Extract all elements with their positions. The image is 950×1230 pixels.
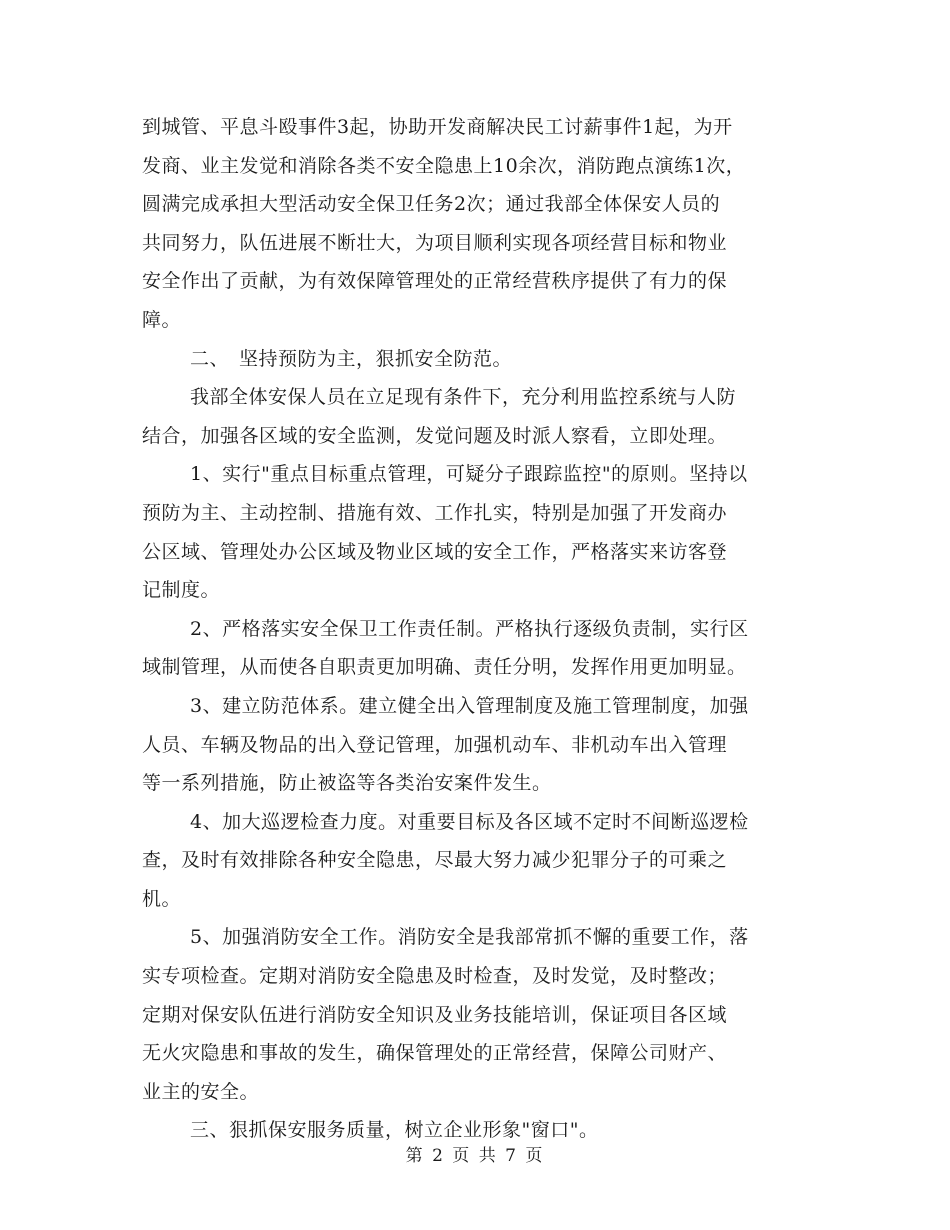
- text-line: 结合，加强各区域的安全监测，发觉问题及时派人察看，立即处理。: [142, 424, 728, 447]
- text-line: 发商、业主发觉和消除各类不安全隐患上10余次，消防跑点演练1次，: [142, 154, 746, 177]
- document-body: [142, 108, 810, 1150]
- page-number: 第 2 页 共 7 页: [405, 1146, 545, 1166]
- text-line: 障。: [142, 308, 182, 331]
- text-line: 实专项检查。定期对消防安全隐患及时检查，及时发觉，及时整改；: [142, 965, 728, 988]
- text-line: 5、加强消防安全工作。消防安全是我部常抓不懈的重要工作，落: [190, 926, 749, 949]
- text-line: 三、狠抓保安服务质量，树立企业形象"窗口"。: [190, 1119, 599, 1142]
- text-line: 2、严格落实安全保卫工作责任制。严格执行逐级负责制，实行区: [190, 617, 749, 640]
- text-line: 到城管、平息斗殴事件3起，协助开发商解决民工讨薪事件1起，为开: [142, 116, 733, 138]
- text-line: 公区域、管理处办公区域及物业区域的安全工作，严格落实来访客登: [142, 540, 728, 563]
- text-line: 4、加大巡逻检查力度。对重要目标及各区域不定时不间断巡逻检: [190, 810, 749, 833]
- text-line: 记制度。: [142, 579, 221, 602]
- text-line: 3、建立防范体系。建立健全出入管理制度及施工管理制度，加强: [190, 694, 749, 717]
- text-line: 圆满完成承担大型活动安全保卫任务2次；通过我部全体保安人员的: [142, 193, 721, 216]
- text-line: 机。: [142, 887, 182, 910]
- text-line: 人员、车辆及物品的出入登记管理，加强机动车、非机动车出入管理: [142, 733, 728, 756]
- text-line: 定期对保安队伍进行消防安全知识及业务技能培训，保证项目各区域: [142, 1003, 728, 1026]
- text-line: 我部全体安保人员在立足现有条件下，充分利用监控系统与人防: [190, 386, 737, 409]
- text-line: 预防为主、主动控制、措施有效、工作扎实，特别是加强了开发商办: [142, 501, 728, 524]
- text-line: 查，及时有效排除各种安全隐患，尽最大努力减少犯罪分子的可乘之: [142, 849, 728, 872]
- text-line: 共同努力，队伍进展不断壮大，为项目顺利实现各项经营目标和物业: [142, 231, 728, 254]
- text-line: 无火灾隐患和事故的发生，确保管理处的正常经营，保障公司财产、: [142, 1042, 728, 1065]
- text-line: 1、实行"重点目标重点管理，可疑分子跟踪监控"的原则。坚持以: [190, 463, 748, 486]
- text-line: 业主的安全。: [142, 1080, 260, 1103]
- text-line: 域制管理，从而使各自职责更加明确、责任分明，发挥作用更加明显。: [142, 656, 747, 679]
- text-line: 安全作出了贡献，为有效保障管理处的正常经营秩序提供了有力的保: [142, 270, 728, 293]
- text-line: 等一系列措施，防止被盗等各类治安案件发生。: [142, 772, 552, 795]
- text-line: 二、 坚持预防为主，狠抓安全防范。: [190, 347, 513, 370]
